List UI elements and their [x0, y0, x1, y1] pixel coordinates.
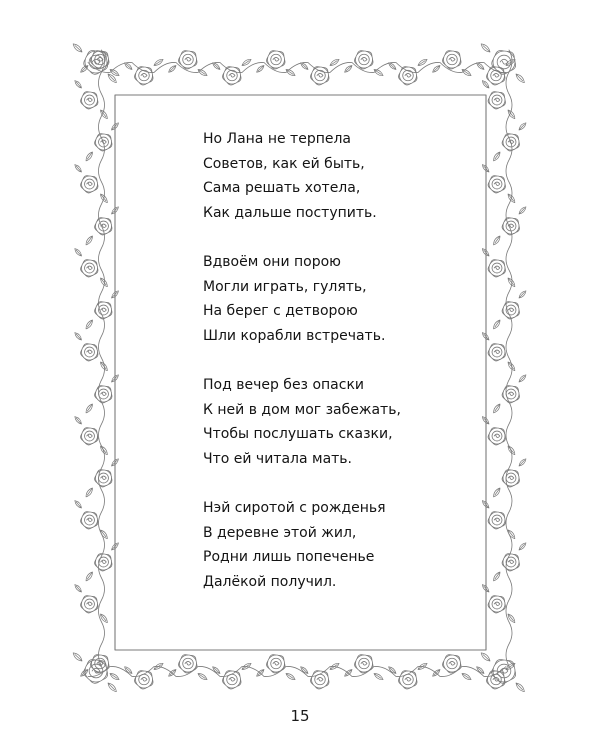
leaf-ornament: [75, 249, 82, 256]
rose-ornament: [267, 51, 285, 69]
leaf-ornament: [73, 653, 82, 661]
leaf-ornament: [154, 59, 163, 65]
page-number: 15: [290, 707, 310, 725]
rose-ornament: [223, 671, 241, 689]
leaf-ornament: [242, 59, 251, 65]
leaf-ornament: [110, 673, 119, 679]
poem-line: Под вечер без опаски: [203, 377, 364, 393]
leaf-ornament: [86, 236, 92, 245]
leaf-ornament: [374, 69, 383, 75]
rose-ornament: [488, 260, 505, 277]
poem-line: Но Лана не терпела: [203, 131, 351, 147]
leaf-ornament: [330, 59, 339, 65]
rose-ornament: [179, 51, 197, 69]
stanza: [203, 373, 463, 471]
vine-stem: [99, 50, 105, 666]
vine-stem: [88, 62, 506, 72]
poem-line: Вдвоём они порою: [203, 254, 341, 270]
rose-ornament: [488, 596, 505, 613]
leaf-ornament: [508, 194, 515, 203]
leaf-ornament: [482, 333, 489, 340]
poem-line: Шли корабли встречать.: [203, 327, 386, 344]
stanza: [203, 250, 463, 348]
leaf-ornament: [482, 417, 489, 424]
rose-ornament: [488, 344, 505, 361]
leaf-ornament: [75, 501, 82, 508]
stanza: [203, 496, 463, 594]
leaf-ornament: [481, 653, 490, 661]
leaf-ornament: [86, 572, 92, 581]
leaf-ornament: [286, 673, 295, 679]
leaf-ornament: [494, 572, 500, 581]
leaf-ornament: [494, 152, 500, 161]
leaf-ornament: [494, 320, 500, 329]
leaf-ornament: [494, 488, 500, 497]
poem-line: Нэй сиротой с рожденья: [203, 500, 386, 516]
leaf-ornament: [301, 667, 308, 674]
leaf-ornament: [101, 530, 108, 539]
leaf-ornament: [508, 446, 515, 455]
rose-ornament: [95, 386, 112, 403]
leaf-ornament: [519, 459, 526, 466]
rose-ornament: [95, 302, 112, 319]
rose-ornament: [399, 67, 417, 85]
rose-ornament: [355, 51, 373, 69]
leaf-ornament: [519, 543, 526, 550]
leaf-ornament: [494, 404, 500, 413]
rose-ornament: [135, 67, 153, 85]
leaf-ornament: [73, 44, 82, 52]
rose-ornament: [488, 512, 505, 529]
leaf-ornament: [75, 585, 82, 592]
leaf-ornament: [101, 446, 108, 455]
poem-line: Сама решать хотела,: [203, 180, 361, 196]
leaf-ornament: [482, 585, 489, 592]
leaf-ornament: [125, 63, 132, 70]
leaf-ornament: [477, 63, 484, 70]
poem-line: В деревне этой жил,: [203, 524, 357, 541]
leaf-ornament: [374, 673, 383, 679]
leaf-ornament: [75, 417, 82, 424]
poem-line: Могли играть, гулять,: [203, 278, 367, 295]
rose-ornament: [502, 554, 519, 571]
leaf-ornament: [75, 165, 82, 172]
leaf-ornament: [112, 375, 119, 382]
poem-line: К ней в дом мог забежать,: [203, 401, 401, 418]
rose-ornament: [502, 302, 519, 319]
rose-ornament: [488, 176, 505, 193]
leaf-ornament: [481, 44, 490, 52]
leaf-ornament: [433, 66, 440, 73]
rose-ornament: [95, 554, 112, 571]
leaf-ornament: [462, 69, 471, 75]
leaf-ornament: [101, 194, 108, 203]
rose-ornament: [95, 470, 112, 487]
rose-ornament: [81, 596, 98, 613]
rose-ornament: [399, 671, 417, 689]
leaf-ornament: [81, 66, 88, 73]
leaf-ornament: [418, 663, 427, 669]
leaf-ornament: [516, 683, 524, 692]
rose-ornament: [502, 470, 519, 487]
rose-ornament: [502, 386, 519, 403]
poem-line: Далёкой получил.: [203, 573, 337, 590]
leaf-ornament: [508, 110, 515, 119]
leaf-ornament: [86, 488, 92, 497]
leaf-ornament: [330, 663, 339, 669]
leaf-ornament: [154, 663, 163, 669]
rose-ornament: [488, 92, 505, 109]
leaf-ornament: [101, 362, 108, 371]
rose-ornament: [443, 51, 461, 69]
leaf-ornament: [519, 207, 526, 214]
rose-ornament: [488, 428, 505, 445]
poem-line: На берег с детворою: [203, 303, 358, 319]
leaf-ornament: [519, 123, 526, 130]
leaf-ornament: [86, 320, 92, 329]
rose-ornament: [95, 218, 112, 235]
rose-ornament: [81, 260, 98, 277]
leaf-ornament: [477, 667, 484, 674]
leaf-ornament: [213, 667, 220, 674]
leaf-ornament: [198, 69, 207, 75]
leaf-ornament: [86, 152, 92, 161]
leaf-ornament: [508, 362, 515, 371]
rose-ornament: [502, 218, 519, 235]
rose-ornament: [135, 671, 153, 689]
vine-stem: [506, 50, 512, 666]
leaf-ornament: [482, 501, 489, 508]
leaf-ornament: [345, 66, 352, 73]
leaf-ornament: [519, 375, 526, 382]
leaf-ornament: [257, 66, 264, 73]
leaf-ornament: [516, 74, 524, 83]
rose-ornament: [81, 176, 98, 193]
leaf-ornament: [482, 165, 489, 172]
leaf-ornament: [75, 333, 82, 340]
leaf-ornament: [482, 249, 489, 256]
leaf-ornament: [482, 81, 489, 88]
leaf-ornament: [112, 459, 119, 466]
rose-ornament: [81, 344, 98, 361]
poem-line: Чтобы послушать сказки,: [203, 426, 393, 442]
rose-ornament: [81, 92, 98, 109]
poem-line: Советов, как ей быть,: [203, 155, 365, 172]
leaf-ornament: [462, 673, 471, 679]
vine-stem: [88, 666, 506, 676]
leaf-ornament: [508, 278, 515, 287]
rose-ornament: [223, 67, 241, 85]
stanza: [203, 127, 463, 225]
rose-ornament: [81, 428, 98, 445]
poem-line: Как дальше поступить.: [203, 204, 377, 221]
poem-line: Родни лишь попеченье: [203, 549, 375, 565]
leaf-ornament: [112, 123, 119, 130]
leaf-ornament: [198, 673, 207, 679]
leaf-ornament: [494, 236, 500, 245]
leaf-ornament: [101, 110, 108, 119]
leaf-ornament: [519, 291, 526, 298]
leaf-ornament: [125, 667, 132, 674]
leaf-ornament: [112, 207, 119, 214]
leaf-ornament: [86, 404, 92, 413]
leaf-ornament: [169, 66, 176, 73]
leaf-ornament: [418, 59, 427, 65]
leaf-ornament: [508, 530, 515, 539]
leaf-ornament: [112, 291, 119, 298]
leaf-ornament: [112, 543, 119, 550]
leaf-ornament: [75, 81, 82, 88]
leaf-ornament: [242, 663, 251, 669]
rose-ornament: [311, 67, 329, 85]
leaf-ornament: [286, 69, 295, 75]
leaf-ornament: [389, 667, 396, 674]
leaf-ornament: [108, 683, 116, 692]
rose-ornament: [81, 512, 98, 529]
leaf-ornament: [101, 278, 108, 287]
rose-ornament: [487, 671, 505, 689]
poem-line: Что ей читала мать.: [203, 450, 353, 467]
poem-text: [203, 127, 463, 619]
leaf-ornament: [213, 63, 220, 70]
leaf-ornament: [389, 63, 396, 70]
rose-ornament: [311, 671, 329, 689]
leaf-ornament: [301, 63, 308, 70]
